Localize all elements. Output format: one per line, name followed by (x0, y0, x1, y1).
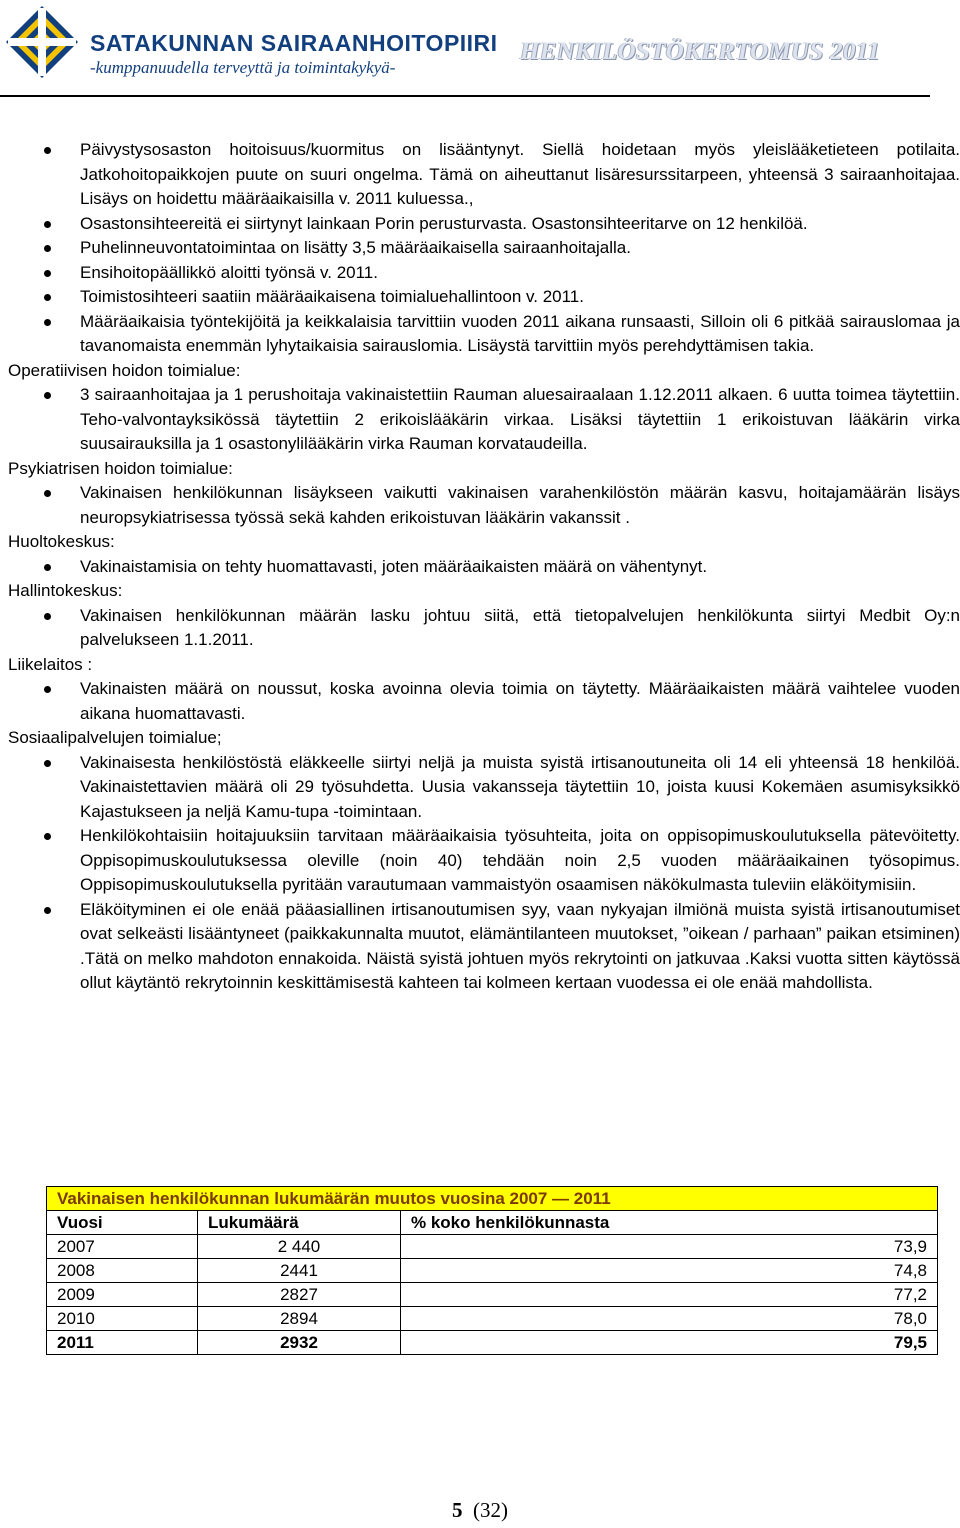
page-header (0, 0, 960, 100)
section-heading-sosiaalipalvelut: Sosiaalipalvelujen toimialue; (8, 728, 222, 747)
list-item: Osastonsihteereitä ei siirtynyt lainkaan Porin perusturvasta. Osastonsihteeritarve on 12 henkilöä. (8, 212, 960, 237)
table-cell: 78,0 (401, 1307, 938, 1331)
section-heading-liikelaitos: Liikelaitos : (8, 654, 93, 674)
list-item: Toimistosihteeri saatiin määräaikaisena toimialuehallintoon v. 2011. (8, 285, 960, 310)
table-cell: 2932 (198, 1331, 401, 1355)
organization-motto: -kumppanuudella terveyttä ja toimintakykyä- (90, 58, 396, 77)
section-heading-hallintokeskus: Hallintokeskus: (8, 581, 123, 600)
table-cell: 74,8 (401, 1259, 938, 1283)
organization-name: SATAKUNNAN SAIRAANHOITOPIIRI (90, 30, 498, 56)
organization-logo-icon (4, 4, 80, 80)
list-item: Eläköityminen ei ole enää pääasiallinen irtisanoutumisen syy, vaan nykyajan ilmiönä muista syistä irtisanoutumiset ovat selkeästi lisääntyneet (paikkakunnalta muutot, elämäntilanteen muutokset, ”oikean / parhaan” paikan etsiminen) .Tätä on melko mahdoton ennakoida. Näistä syistä johtuen myös rekrytointi on jatkuvaa .Kaksi vuotta sitten käytössä ollut käytäntö rekrytoinnin keskittämisestä kahteen tai kolmeen kertaan vuodessa ei ole enää mahdollista. (8, 898, 960, 996)
list-item: Vakinaisen henkilökunnan lisäykseen vaikutti vakinaisen varahenkilöstön määrän kasvu, hoitajamäärän lisäys neuropsykiatrisessa työssä sekä kahden erikoistuvan lääkärin vakanssit . (8, 481, 960, 530)
table-row (47, 1259, 938, 1283)
section-bullet-list (8, 555, 960, 580)
header-divider (0, 95, 930, 97)
table-cell: 2008 (47, 1259, 198, 1283)
staff-count-table (46, 1186, 938, 1355)
table-cell: 2010 (47, 1307, 198, 1331)
list-item: Henkilökohtaisiin hoitajuuksiin tarvitaan määräaikaisia työsuhteita, joita on oppisopimuskoulutuksella pätevöitetty. Oppisopimuskoulutuksessa oleville (noin 40) tehdään noin 2,5 vuoden määräaikainen työsopimus. Oppisopimuskoulutuksella pyritään varautumaan vammaistyön osaamisen näkökulmasta tuleviin eläköitymisiin. (8, 824, 960, 898)
column-header: Vuosi (47, 1211, 198, 1235)
table-row-total (47, 1331, 938, 1355)
section-heading-huoltokeskus: Huoltokeskus: (8, 532, 115, 551)
list-item: Päivystysosaston hoitoisuus/kuormitus on lisääntynyt. Siellä hoidetaan myös yleislääketieteen potilaita. Jatkohoitopaikkojen puute on suuri ongelma. Tämä on aiheuttanut lisäresurssitarpeen, yhteensä 3 sairaanhoitajaa. Lisäys on hoidettu määräaikaisilla v. 2011 kuluessa., (8, 138, 960, 212)
list-item: Vakinaisesta henkilöstöstä eläkkeelle siirtyi neljä ja muista syistä irtisanoutuneita oli 14 eli yhteensä 18 henkilöä. Vakinaistettavien määrä oli 29 työsuhdetta. Uusia vakansseja täytettiin 10, joista kuusi Kokemäen asumisyksikkö Kajastukseen ja neljä Kamu-tupa -toimintaan. (8, 751, 960, 825)
list-item: Puhelinneuvontatoimintaa on lisätty 3,5 määräaikaisella sairaanhoitajalla. (8, 236, 960, 261)
section-bullet-list (8, 604, 960, 653)
list-item: Vakinaistamisia on tehty huomattavasti, joten määräaikaisten määrä on vähentynyt. (8, 555, 960, 580)
table-cell: 2827 (198, 1283, 401, 1307)
table-cell: 73,9 (401, 1235, 938, 1259)
table-row (47, 1307, 938, 1331)
table-cell: 77,2 (401, 1283, 938, 1307)
total-pages: (32) (473, 1498, 508, 1522)
table-cell: 2011 (47, 1331, 198, 1355)
report-title: HENKILÖSTÖKERTOMUS 2011 (520, 38, 880, 65)
section-bullet-list (8, 383, 960, 457)
table-caption: Vakinaisen henkilökunnan lukumäärän muutos vuosina 2007 — 2011 (47, 1187, 938, 1211)
column-header: Lukumäärä (198, 1211, 401, 1235)
section-heading-psykiatrinen: Psykiatrisen hoidon toimialue: (8, 458, 233, 478)
document-body (8, 138, 960, 996)
staff-count-table-container (46, 1186, 938, 1355)
list-item: Ensihoitopäällikkö aloitti työnsä v. 2011. (8, 261, 960, 286)
section-bullet-list (8, 751, 960, 996)
current-page: 5 (452, 1498, 463, 1522)
table-row (47, 1283, 938, 1307)
table-cell: 2009 (47, 1283, 198, 1307)
table-row (47, 1235, 938, 1259)
table-cell: 2441 (198, 1259, 401, 1283)
list-item: Vakinaisten määrä on noussut, koska avoinna olevia toimia on täytetty. Määräaikaisten määrä vaihtelee vuoden aikana huomattavasti. (8, 677, 960, 726)
intro-bullet-list (8, 138, 960, 359)
table-cell: 2894 (198, 1307, 401, 1331)
page-number (0, 1498, 960, 1523)
table-header-row (47, 1211, 938, 1235)
table-caption-row (47, 1187, 938, 1211)
section-bullet-list (8, 481, 960, 530)
table-cell: 2 440 (198, 1235, 401, 1259)
list-item: Määräaikaisia työntekijöitä ja keikkalaisia tarvittiin vuoden 2011 aikana runsaasti, Silloin oli 6 pitkää sairauslomaa ja tavanomaista enemmän lyhytaikaisia sairauslomia. Lisäystä tarvittiin myös perehdyttämisen takia. (8, 310, 960, 359)
column-header: % koko henkilökunnasta (401, 1211, 938, 1235)
section-heading-operatiivinen: Operatiivisen hoidon toimialue: (8, 360, 241, 380)
list-item: 3 sairaanhoitajaa ja 1 perushoitaja vakinaistettiin Rauman aluesairaalaan 1.12.2011 alkaen. 6 uutta toimea täytettiin. Teho-valvontayksikössä täytettiin 2 erikoislääkärin virkaa. Lisäksi täytettiin 1 erikoistuvan lääkärin virka suusairauksilla ja 1 osastonylilääkärin virka Rauman korvataudeilla. (8, 383, 960, 457)
table-cell: 79,5 (401, 1331, 938, 1355)
list-item: Vakinaisen henkilökunnan määrän lasku johtuu siitä, että tietopalvelujen henkilökunta siirtyi Medbit Oy:n palvelukseen 1.1.2011. (8, 604, 960, 653)
table-cell: 2007 (47, 1235, 198, 1259)
section-bullet-list (8, 677, 960, 726)
